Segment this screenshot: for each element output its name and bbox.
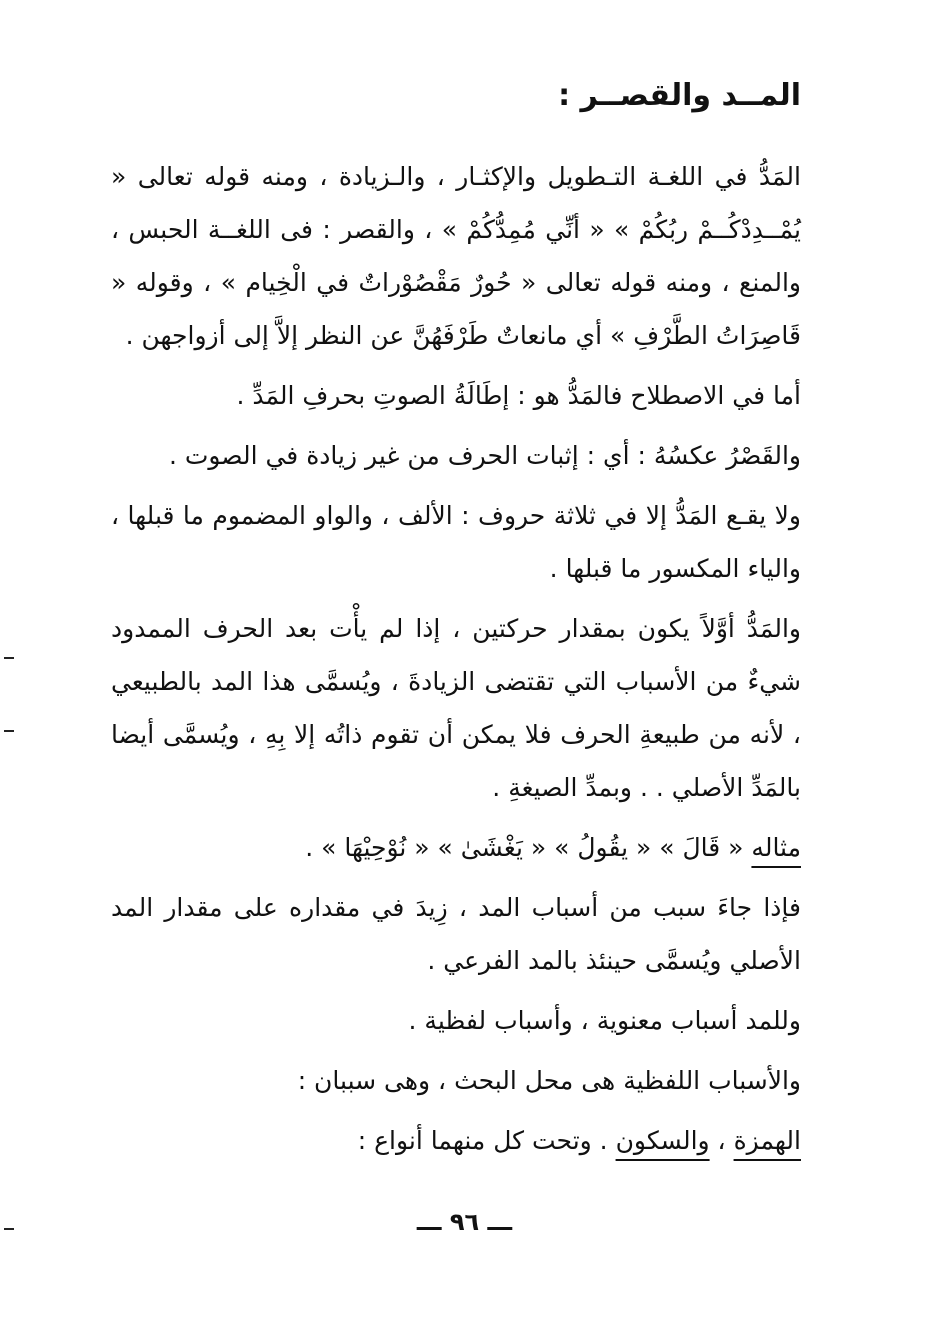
- example-label: مثاله: [751, 833, 801, 862]
- section-heading: المــد والقصــر :: [558, 78, 801, 113]
- paragraph-example: [111, 821, 801, 874]
- paragraph-derived-madd: فإذا جاءَ سبب من أسباب المد ، زِيدَ في مقداره على مقدار المد الأصلي ويُسمَّى حينئذ بالمد الفرعي .: [111, 893, 801, 975]
- types-text: . وتحت كل منهما أنواع :: [357, 1126, 616, 1155]
- margin-mark: [4, 1228, 14, 1230]
- body-text: [111, 150, 801, 1174]
- margin-mark: [4, 730, 14, 732]
- paragraph-definition-technical: أما في الاصطلاح فالمَدُّ هو : إطَالَةُ الصوتِ بحرفِ المَدِّ .: [236, 381, 801, 410]
- paragraph-madd-letters: ولا يقـع المَدُّ إلا في ثلاثة حروف : الألف ، والواو المضموم ما قبلها ، والياء المكسور ما قبلها .: [111, 501, 801, 583]
- paragraph-definition-lexical: المَدُّ في اللغـة التـطويل والإكثـار ، والـزيادة ، ومنه قوله تعالى « يُمْــدِدْكُــمْ ربُكُمْ » « أنِّي مُمِدُّكُمْ » ، والقصر : فى اللغــة الحبس ، والمنع ، ومنه قوله تعالى « حُورٌ مَقْصُوْراتٌ في الْخِيام » ، وقوله « قَاصِرَاتُ الطَّرْفِ » أي مانعاتٌ طَرْفَهُنَّ عن النظر إلاَّ إلى أزواجهن .: [111, 162, 801, 350]
- paragraph-natural-madd: والمَدُّ أوَّلاً يكون بمقدار حركتين ، إذا لم يأْت بعد الحرف الممدود شيءٌ من الأسباب التي تقتضى الزيادةَ ، ويُسمَّى هذا المد بالطبيعي ، لأنه من طبيعةِ الحرف فلا يمكن أن تقوم ذاتُه إلا بِهِ ، ويُسمَّى أيضا بالمَدِّ الأصلي . . وبمدِّ الصيغةِ .: [111, 614, 801, 802]
- hamza-term: الهمزة: [733, 1126, 801, 1155]
- separator: ،: [709, 1126, 734, 1155]
- margin-mark: [4, 657, 14, 659]
- paragraph-causes: وللمد أسباب معنوية ، وأسباب لفظية .: [408, 1006, 801, 1035]
- paragraph-verbal-causes: والأسباب اللفظية هى محل البحث ، وهى سببان :: [297, 1066, 801, 1095]
- sukun-term: والسكون: [615, 1126, 710, 1155]
- paragraph-hamza-sukun: [111, 1114, 801, 1167]
- example-words: « قَالَ » « يقُولُ » « يَغْشَىٰ » « نُوْحِيْهَا » .: [305, 833, 744, 862]
- paragraph-qasr-definition: والقَصْرُ عكسُهُ : أي : إثبات الحرف من غير زيادة في الصوت .: [168, 441, 801, 470]
- page-number: ـــ ٩٦ ـــ: [416, 1208, 513, 1236]
